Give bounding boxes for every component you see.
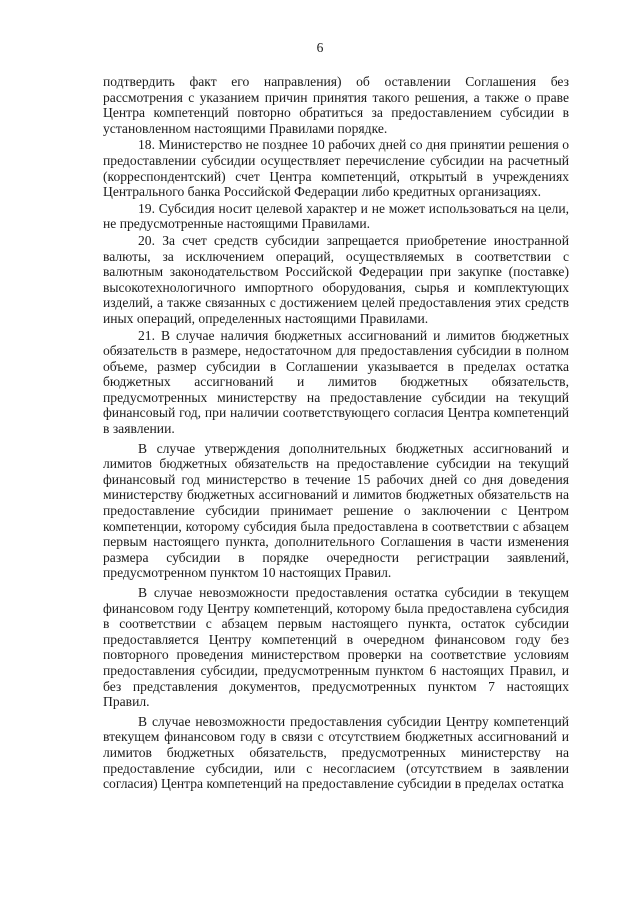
paragraph-continuation: подтвердить факт его направления) об оставлении Соглашения без рассмотрения с указанием причин принятия такого решения, а также о праве Центра компетенций повторно обратиться за предоставлением субсидии в установленном настоящими Правилами порядке.: [103, 74, 569, 136]
paragraph-item-19: 19. Субсидия носит целевой характер и не может использоваться на цели, не предусмотренные настоящими Правилами.: [103, 200, 569, 232]
paragraph-item-21-part-2: В случае утверждения дополнительных бюджетных ассигнований и лимитов бюджетных обязательств на предоставление субсидии на текущий финансовый год министерство в течение 15 рабочих дней со дня доведения министерству бюджетных ассигнований и лимитов бюджетных обязательств на предоставление субсидии принимает решение о заключении с Центром компетенции, которому субсидия была предоставлена в соответствии с абзацем первым настоящего пункта, дополнительного Соглашения в части изменения размера субсидии в порядке очередности регистрации заявлений, предусмотренном пунктом 10 настоящих Правил.: [103, 440, 569, 581]
page-number: 6: [316, 40, 324, 55]
paragraph-item-20: 20. За счет средств субсидии запрещается приобретение иностранной валюты, за исключением операций, осуществляемых в соответствии с валютным законодательством Российской Федерации при закупке (поставке) высокотехнологичного импортного оборудования, сырья и комплектующих изделий, а также связанных с достижением целей предоставления этих средств иных операций, определенных настоящими Правилами.: [103, 232, 569, 326]
paragraph-item-21-part-3: В случае невозможности предоставления остатка субсидии в текущем финансовом году Центру компетенций, которому была предоставлена субсидия в соответствии с абзацем первым настоящего пункта, остаток субсидии предоставляется Центру компетенций в очередном финансовом году без повторного проведения министерством проверки на соответствие условиям предоставления субсидии, предусмотренным пунктом 6 настоящих Правил, и без представления документов, предусмотренных пунктом 7 настоящих Правил.: [103, 585, 569, 710]
paragraph-item-18: 18. Министерство не позднее 10 рабочих дней со дня принятии решения о предоставлении субсидии осуществляет перечисление субсидии на расчетный (корреспондентский) счет Центра компетенций, открытый в учреждениях Центрального банка Российской Федерации либо кредитных организациях.: [103, 137, 569, 200]
document-body: [103, 74, 569, 792]
paragraph-item-21-part-4: В случае невозможности предоставления субсидии Центру компетенций втекущем финансовом году в связи с отсутствием бюджетных ассигнований и лимитов бюджетных обязательств, предусмотренных министерству на предоставление субсидии, или с несогласием (отсутствием в заявлении согласия) Центра компетенций на предоставление субсидии в пределах остатка: [103, 713, 569, 792]
paragraph-item-21: 21. В случае наличия бюджетных ассигнований и лимитов бюджетных обязательств в размере, недостаточном для предоставления субсидии в полном объеме, размер субсидии в Соглашении указывается в пределах остатка бюджетных ассигнований и лимитов бюджетных обязательств, предусмотренных министерству на предоставление субсидии на текущий финансовый год, при наличии соответствующего согласия Центра компетенций в заявлении.: [103, 327, 569, 437]
